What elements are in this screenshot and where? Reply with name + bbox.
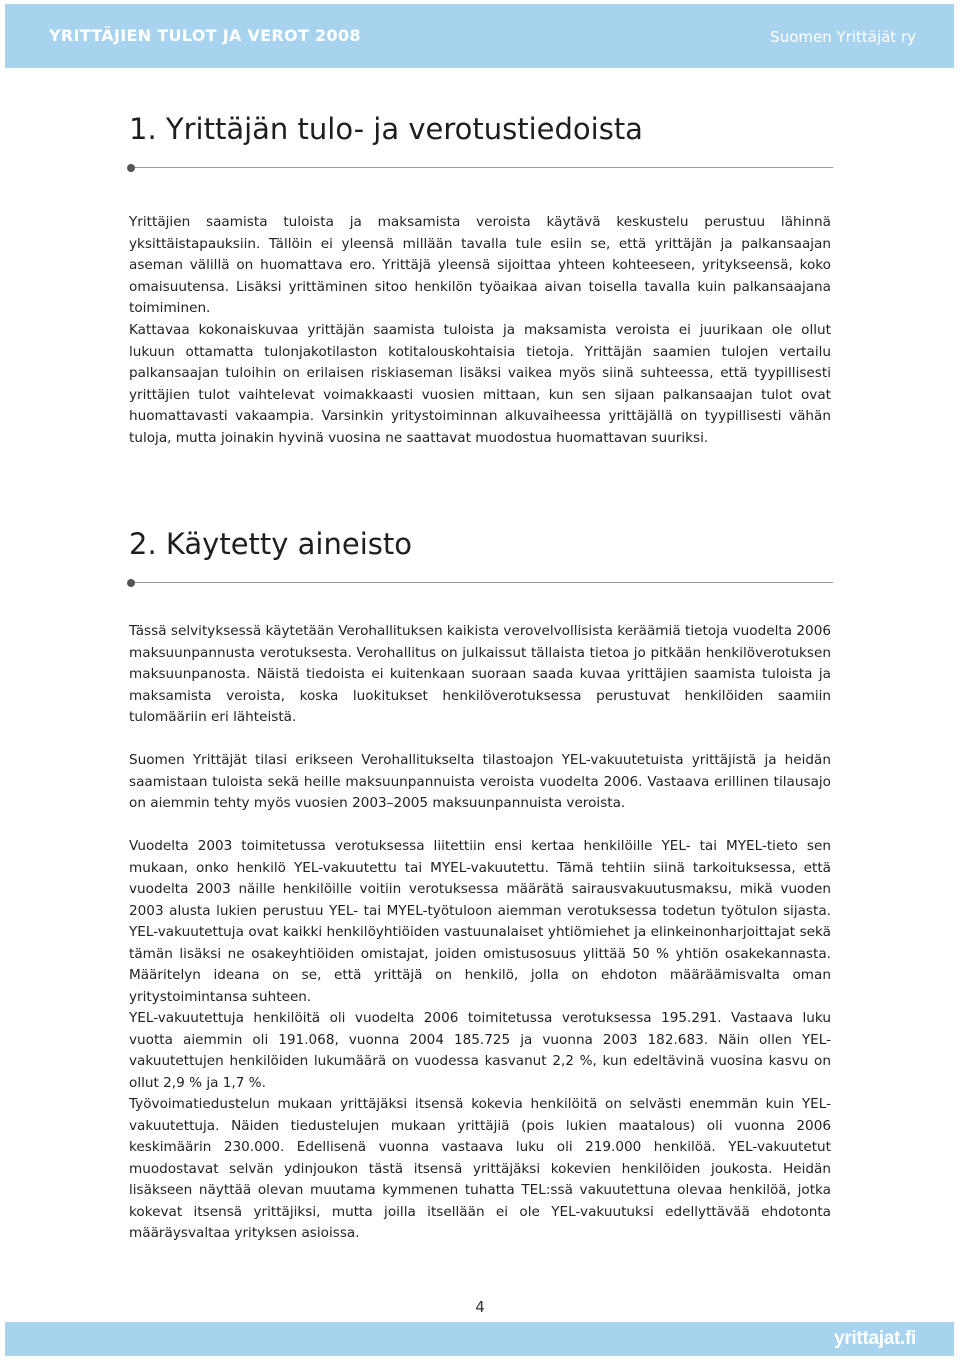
section-2-divider <box>133 582 833 583</box>
page-header-band <box>5 4 954 68</box>
divider-bullet-icon <box>127 164 135 172</box>
section-1-paragraph-2: Kattavaa kokonaiskuvaa yrittäjän saamista tuloista ja maksamista veroista ei juurikaan ole ollut lukuun ottamatta tulonjakotilaston kotitalouskohtaisia tietoja. Yrittäjän saamien tulojen vertailu palkansaajan tuloihin on erilaisen riskiaseman lisäksi vaikea myös siinä suhteessa, että tyypillisesti yrittäjien tulot vaihtelevat voimakkaasti vuosien mittaan, kun sen sijaan palkansaajan tulot ovat huomattavasti vakaampia. Varsinkin yritystoiminnan alkuvaiheessa yrittäjällä on tyypillisesti vähän tuloja, mutta joinakin hyvinä vuosina ne saattavat muodostua huomattavan suuriksi. <box>129 322 831 446</box>
section-2-paragraph-5: Työvoimatiedustelun mukaan yrittäjäksi itsensä kokevia henkilöitä on selvästi enemmän kuin YEL-vakuutettuja. Näiden tiedustelujen mukaan yrittäjiä (pois lukien maatalous) oli vuonna 2006 keskimäärin 230.000. Edellisenä vuonna vastaava luku oli 219.000 henkilöä. YEL-vakuutetut muodostavat selvän ydinjoukon tästä itsensä yrittäjäksi kokevien henkilöiden joukosta. Heidän lisäkseen näyttää olevan muutama kymmenen tuhatta TEL:ssä vakuutettuna olevaa henkilöä, jotka kokevat itsensä yrittäjiksi, mutta joilla itsellään ei ole YEL-vakuutuksi edellyttävää ehdotonta määräysvaltaa yrityksen asioissa. <box>129 1096 831 1241</box>
page-number: 4 <box>475 1298 485 1316</box>
section-1-paragraph-1: Yrittäjien saamista tuloista ja maksamista veroista käytävä keskustelu perustuu lähinnä yksittäistapauksiin. Tällöin ei yleensä millään tavalla tule esiin se, että yrittäjän ja palkansaajan aseman välillä on huomattava ero. Yrittäjä yleensä sijoittaa yhteen kohteeseen, yritykseensä, koko omaisuutensa. Lisäksi yrittäminen sitoo henkilön työaikaa aivan toisella tavalla kuin palkansaajana toimiminen. <box>129 214 831 316</box>
divider-bullet-icon <box>127 579 135 587</box>
section-1-divider <box>133 167 833 168</box>
section-2-paragraph-3: Vuodelta 2003 toimitetussa verotuksessa liitettiin ensi kertaa henkilöille YEL- tai MYEL-tieto sen mukaan, onko henkilö YEL-vakuutettu tai MYEL-vakuutettu. Tämä tehtiin siinä tarkoituksessa, että vuodelta 2003 näille henkilöille voitiin verotuksessa määrätä sairausvakuutusmaksu, mikä vuoden 2003 alusta lukien perustuu YEL- tai MYEL-työtuloon aiemman verotuksessa todetun työtulon sijasta. YEL-vakuutettuja ovat kaikki henkilöyhtiöiden vastuunalaiset yhtiömiehet ja elinkeinonharjoittajat sekä tämän lisäksi ne osakeyhtiöiden omistajat, joiden omistusosuus ylittää 50 % yhtiön osakekannasta. Määritelyn ideana on se, että yrittäjä on henkilö, jolla on ehdoton määräämisvalta oman yritystoimintansa suhteen. <box>129 838 831 1005</box>
section-2-paragraph-1: Tässä selvityksessä käytetään Verohallituksen kaikista verovelvollisista keräämiä tietoja vuodelta 2006 maksuunpannusta verotuksesta. Verohallitus on julkaissut tällaista tietoa jo pitkään henkilöverotuksen maksuunpanosta. Näistä tiedoista ei kuitenkaan suoraan saada kuvaa yrittäjien saamista tuloista ja maksamista veroista, koska luokitukset henkilöverotuksessa perustuvat henkilöiden saamiin tulomääriin eri lähteistä. <box>129 623 831 725</box>
page-footer-band <box>5 1322 954 1356</box>
section-1-heading: 1. Yrittäjän tulo- ja verotustiedoista <box>129 112 643 146</box>
header-organization-name: Suomen Yrittäjät ry <box>770 28 916 46</box>
section-2-paragraph-4: YEL-vakuutettuja henkilöitä oli vuodelta 2006 toimitetussa verotuksessa 195.291. Vastaava luku vuotta aiemmin oli 191.068, vuonna 2004 185.725 ja vuonna 2003 182.683. Näin ollen YEL-vakuutettujen henkilöiden lukumäärä on vuodessa kasvanut 2,2 %, kun edeltävinä vuosina kasvu on ollut 2,9 % ja 1,7 %. <box>129 1010 831 1091</box>
footer-logo[interactable]: yrittajat.fi <box>834 1328 916 1349</box>
section-2-heading: 2. Käytetty aineisto <box>129 527 412 561</box>
section-2-paragraph-2: Suomen Yrittäjät tilasi erikseen Verohallitukselta tilastoajon YEL-vakuutetuista yrittäjistä ja heidän saamistaan tuloista sekä heille maksuunpannuista veroista vuodelta 2006. Vastaava erillinen tilausajo on aiemmin tehty myös vuosien 2003–2005 maksuunpannuista veroista. <box>129 752 831 811</box>
header-publication-title: YRITTÄJIEN TULOT JA VEROT 2008 <box>49 26 361 45</box>
